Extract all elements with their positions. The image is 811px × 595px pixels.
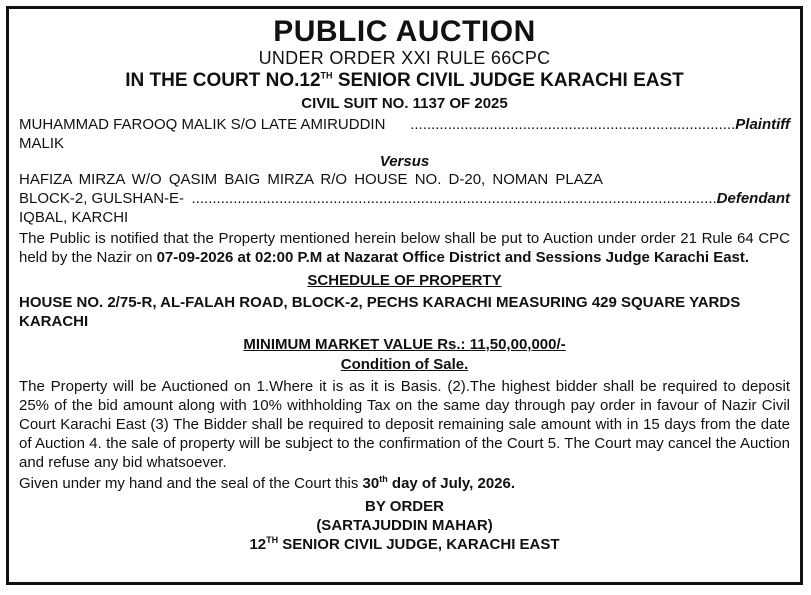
given-day: 30 [362, 475, 380, 492]
court-name-prefix: IN THE COURT NO.12 [125, 70, 321, 91]
signatory-name: (SARTAJUDDIN MAHAR) [316, 517, 493, 534]
market-value: MINIMUM MARKET VALUE Rs.: 11,50,00,000/- [243, 336, 566, 353]
judge-title [19, 535, 790, 554]
by-order: BY ORDER [365, 498, 444, 515]
notification-text: The Public is notified that the Property mentioned herein below shall be put to Auction under order 21 Rule 64 CPC held by the Nazir on [19, 230, 790, 266]
condition-heading: Condition of Sale. [340, 356, 469, 373]
defendant-role: Defendant [716, 190, 790, 207]
given-text: Given under my hand and the seal of the Court this [19, 475, 363, 492]
auction-notice [6, 6, 803, 585]
plaintiff-line [19, 115, 790, 153]
plaintiff-name: MUHAMMAD FAROOQ MALIK S/O LATE AMIRUDDIN MALIK [19, 116, 386, 152]
given-rest: day of July, 2026. [387, 475, 516, 492]
notice-subtitle: UNDER ORDER XXI RULE 66CPC [258, 48, 551, 68]
defendant-dots: .............................................................................................................................. [191, 190, 717, 207]
notice-title: PUBLIC AUCTION [273, 15, 536, 48]
defendant-line [19, 189, 790, 227]
judge-title-suffix: SENIOR CIVIL JUDGE, KARACHI EAST [278, 536, 560, 553]
notification-paragraph [19, 229, 790, 267]
judge-title-prefix: 12 [249, 536, 267, 553]
given-day-sup: th [379, 474, 388, 484]
defendant-address-line: HAFIZA MIRZA W/O QASIM BAIG MIRZA R/O HOUSE NO. D-20, NOMAN PLAZA [19, 171, 603, 188]
defendant-address-line2: BLOCK-2, GULSHAN-E-IQBAL, KARCHI [19, 190, 185, 226]
suit-number: CIVIL SUIT NO. 1137 OF 2025 [301, 95, 508, 112]
versus-label: Versus [379, 153, 430, 170]
property-description: HOUSE NO. 2/75-R, AL-FALAH ROAD, BLOCK-2, PECHS KARACHI MEASURING 429 SQUARE YARDS KARACHI [19, 294, 741, 330]
given-line [19, 474, 790, 493]
plaintiff-dots: .............................................................................. [410, 116, 736, 133]
auction-date-venue: 07-09-2026 at 02:00 P.M at Nazarat Office District and Sessions Judge Karachi East. [156, 249, 750, 266]
court-name-suffix: SENIOR CIVIL JUDGE KARACHI EAST [332, 70, 684, 91]
plaintiff-role: Plaintiff [735, 116, 790, 133]
court-name-sup: TH [320, 70, 333, 81]
schedule-heading: SCHEDULE OF PROPERTY [307, 272, 502, 289]
conditions-paragraph: The Property will be Auctioned on 1.Where it is as it is Basis. (2).The highest bidder shall be required to deposit 25% of the bid amount along with 10% withholding Tax on the same day through pay order in favour of Nazir Civil Court Karachi East (3) The Bidder shall be required to deposit remaining sale amount with in 15 days from the date of Auction 4. the sale of property will be subject to the confirmation of the Court 5. The Court may cancel the Auction and refuse any bid whatsoever. [19, 378, 790, 471]
court-name [19, 69, 790, 93]
judge-title-sup: TH [266, 535, 279, 545]
